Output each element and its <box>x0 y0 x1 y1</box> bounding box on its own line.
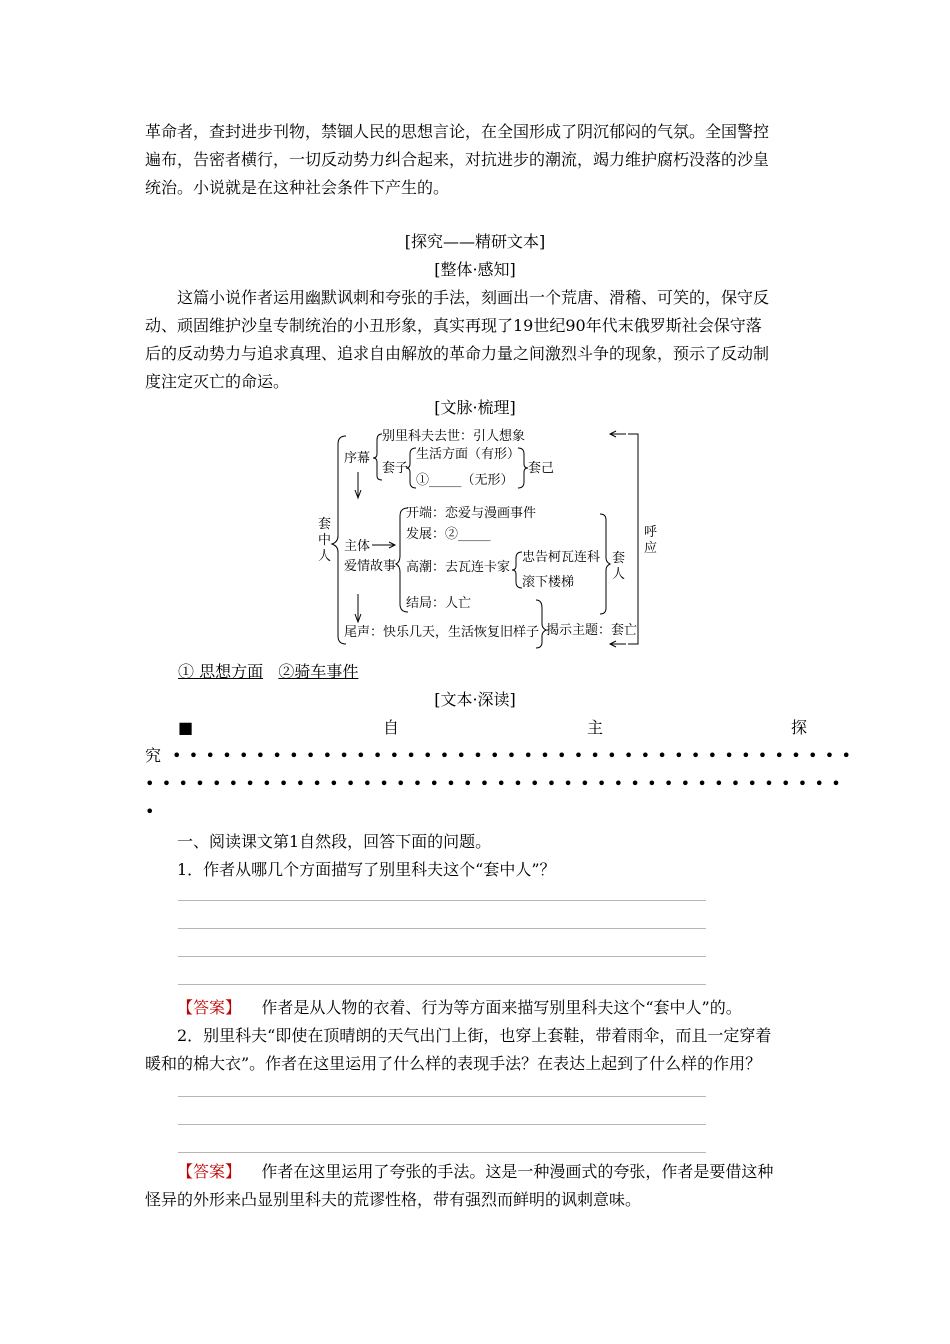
answer-line[interactable] <box>178 956 706 957</box>
emphasis-dots-row-2: •••••••••••••••••••••••••••••••••••••••••• <box>145 774 848 793</box>
answer-tag: 【答案】 <box>177 1162 242 1181</box>
overall-line-1: 这篇小说作者运用幽默讽刺和夸张的手法，刻画出一个荒唐、滑稽、可笑的，保守反 <box>177 288 770 307</box>
svg-text:人: 人 <box>318 549 332 564</box>
emphasis-dots-row-1: ••••••••••••••••••••••••••••••••••••••••• <box>172 746 859 765</box>
diagram-fall-stairs: 滚下楼梯 <box>522 575 575 590</box>
self-study-c: 主 <box>587 718 604 737</box>
diagram-self-case: 套己 <box>528 461 555 476</box>
question-section: 一、阅读课文第1自然段，回答下面的问题。 <box>177 832 492 851</box>
diagram-blank1: ①_____（无形） <box>416 473 514 488</box>
answer-2-line-2: 怪异的外形来凸显别里科夫的荒谬性格，带有强烈而鲜明的讽刺意味。 <box>145 1190 642 1209</box>
diagram-life: 生活方面（有形） <box>416 447 521 462</box>
answer-line[interactable] <box>178 1152 706 1153</box>
diagram-prologue: 序幕 <box>344 451 371 466</box>
diagram-epilogue: 尾声：快乐几天，生活恢复旧样子 <box>344 625 540 640</box>
svg-text:中: 中 <box>318 533 332 548</box>
fill-answers <box>178 660 358 684</box>
diagram-reveal: 揭示主题：套亡 <box>546 623 638 638</box>
question-2-line-1: 2．别里科夫“即使在顶晴朗的天气出门上街，也穿上套鞋，带着雨伞，而且一定穿着 <box>177 1026 772 1045</box>
answer-1 <box>145 994 807 1022</box>
diagram-love-story: 爱情故事 <box>344 559 397 574</box>
heading-deep-read: [文本·深读] <box>434 690 516 709</box>
diagram-echo-2: 应 <box>644 541 658 556</box>
answer-line[interactable] <box>178 984 706 985</box>
answer-line[interactable] <box>178 1096 706 1097</box>
answer-line[interactable] <box>178 900 706 901</box>
fill-answer-1: ① 思想方面 <box>178 662 264 681</box>
question-1: 1．作者从哪几个方面描写了别里科夫这个“套中人”？ <box>177 860 556 879</box>
diagram-main-body: 主体 <box>344 539 371 554</box>
self-study-b: 自 <box>383 718 400 737</box>
intro-line-3: 统治。小说就是在这种社会条件下产生的。 <box>145 178 450 197</box>
diagram-root-label: 套 <box>318 517 332 532</box>
heading-explore: [探究——精研文本] <box>404 232 546 251</box>
diagram-case-people-1: 套 <box>612 551 626 566</box>
self-study-d: 探 <box>791 718 808 737</box>
diagram-bel-death: 别里科夫去世：引人想象 <box>382 429 526 444</box>
structure-diagram <box>310 424 660 652</box>
answer-2-text-1: 作者在这里运用了夸张的手法。这是一种漫画式的夸张，作者是要借这种 <box>261 1162 774 1181</box>
answer-line[interactable] <box>178 1124 706 1125</box>
self-study-e: 究 <box>145 746 162 765</box>
fill-answer-2: ②骑车事件 <box>278 662 359 681</box>
emphasis-dots-row-3: • <box>145 802 162 821</box>
intro-line-2: 遍布，告密者横行，一切反动势力纠合起来，对抗进步的潮流，竭力维护腐朽没落的沙皇 <box>145 150 770 169</box>
diagram-case-people-2: 人 <box>612 567 626 582</box>
overall-line-2: 动、顽固维护沙皇专制统治的小丑形象，真实再现了19世纪90年代末俄罗斯社会保守落 <box>145 316 762 335</box>
intro-line-1: 革命者，查封进步刊物，禁锢人民的思想言论，在全国形成了阴沉郁闷的气氛。全国警控 <box>145 122 770 141</box>
heading-overall: [整体·感知] <box>434 260 516 279</box>
diagram-climax: 高潮：去瓦连卡家 <box>406 560 511 575</box>
diagram-coat: 套子 <box>382 461 409 476</box>
answer-2-line-1 <box>145 1158 807 1186</box>
overall-line-3: 后的反动势力与追求真理、追求自由解放的革命力量之间激烈斗争的现象，预示了反动制 <box>145 344 770 363</box>
diagram-tell-kova: 忠告柯瓦连科 <box>522 550 601 565</box>
diagram-ending: 结局：人亡 <box>406 596 472 611</box>
overall-line-4: 度注定灭亡的命运。 <box>145 372 290 391</box>
diagram-start: 开端：恋爱与漫画事件 <box>406 506 537 521</box>
question-2-line-2: 暖和的棉大衣”。作者在这里运用了什么样的表现手法？在表达上起到了什么样的作用？ <box>145 1054 762 1073</box>
answer-line[interactable] <box>178 928 706 929</box>
heading-structure: [文脉·梳理] <box>434 398 516 417</box>
answer-tag: 【答案】 <box>177 998 242 1017</box>
diagram-echo-1: 呼 <box>644 525 658 540</box>
answer-1-text: 作者是从人物的衣着、行为等方面来描写别里科夫这个“套中人”的。 <box>261 998 742 1017</box>
diagram-development: 发展：②_____ <box>406 527 491 542</box>
self-study-a: ■ <box>178 718 194 737</box>
